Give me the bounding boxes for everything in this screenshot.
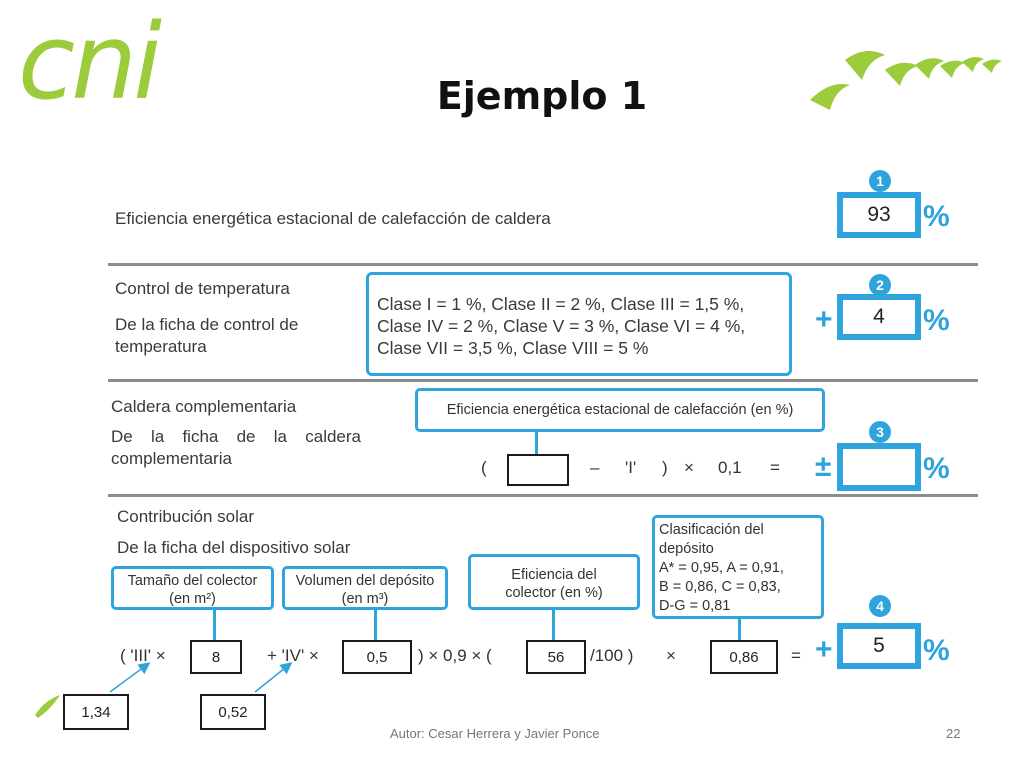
section3-factor: 0,1	[718, 458, 742, 477]
section3-equals: =	[770, 458, 780, 477]
section4-title: Contribución solar	[117, 507, 255, 526]
section3-subtitle-1: De la ficha de la caldera	[111, 427, 361, 446]
section2-badge: 2	[869, 274, 891, 296]
footer-author: Autor: Cesar Herrera y Javier Ponce	[390, 726, 600, 741]
section3-I: 'I'	[625, 458, 637, 477]
tank-class-line-5: D-G = 0,81	[659, 598, 731, 614]
footer-page-number: 22	[946, 726, 961, 741]
tank-volume-label-box	[282, 566, 448, 610]
section1-value-box: 93	[837, 192, 921, 238]
section2-value-box: 4	[837, 294, 921, 340]
collector-size-label-box	[111, 566, 274, 610]
formula-times: ×	[666, 646, 676, 665]
section3-plusminus-sign: ±	[815, 450, 832, 483]
tank-class-line-3: A* = 0,95, A = 0,91,	[659, 560, 784, 576]
formula-div: /100 )	[590, 646, 634, 665]
section2-subtitle-1: De la ficha de control de	[115, 315, 299, 334]
tank-class-value: 0,86	[710, 640, 778, 674]
section3-title: Caldera complementaria	[111, 397, 297, 416]
classes-line-1: Clase I = 1 %, Clase II = 2 %, Clase III = 1,5 %,	[377, 294, 745, 314]
section3-open-paren: (	[481, 458, 487, 477]
tank-volume-label-2: (en m³)	[341, 591, 389, 607]
section3-badge: 3	[869, 421, 891, 443]
section3-subtitle-2: complementaria	[111, 449, 232, 468]
tank-class-line-2: depósito	[659, 541, 714, 557]
section4-plus-sign: +	[815, 633, 833, 666]
temperature-classes-box	[366, 272, 792, 376]
tank-class-line-4: B = 0,86, C = 0,83,	[659, 579, 781, 595]
formula-equals: =	[791, 646, 801, 665]
section3-times: ×	[684, 458, 694, 477]
section3-efficiency-label-box: Eficiencia energética estacional de calefacción (en %)	[415, 388, 825, 432]
classes-line-2: Clase IV = 2 %, Clase V = 3 %, Clase VI = 4 %,	[377, 316, 746, 336]
collector-eff-label-box	[468, 554, 640, 610]
classes-line-3: Clase VII = 3,5 %, Clase VIII = 5 %	[377, 338, 649, 358]
tank-volume-label-1: Volumen del depósito	[295, 573, 435, 589]
section4-subtitle: De la ficha del dispositivo solar	[117, 538, 351, 557]
collector-size-value: 8	[190, 640, 242, 674]
section3-minus: –	[590, 458, 600, 477]
section3-percent: %	[923, 452, 950, 485]
section2-title: Control de temperatura	[115, 279, 290, 298]
collector-size-label-1: Tamaño del colector	[127, 573, 258, 589]
divider-2	[108, 379, 978, 382]
IV-value: 0,52	[200, 694, 266, 730]
section3-close-paren: )	[662, 458, 668, 477]
section1-badge: 1	[869, 170, 891, 192]
section4-badge: 4	[869, 595, 891, 617]
collector-eff-label-1: Eficiencia del	[511, 567, 597, 583]
formula-plus-IV: + 'IV' ×	[267, 646, 319, 665]
collector-size-connector	[213, 610, 216, 640]
section1-label: Eficiencia energética estacional de calefacción de caldera	[115, 209, 551, 228]
tank-volume-value: 0,5	[342, 640, 412, 674]
collector-eff-value: 56	[526, 640, 586, 674]
tank-volume-connector	[374, 610, 377, 640]
collector-eff-label-2: colector (en %)	[505, 585, 603, 601]
divider-3	[108, 494, 978, 497]
collector-eff-connector	[552, 610, 555, 640]
collector-size-label-2: (en m²)	[169, 591, 216, 607]
III-value: 1,34	[63, 694, 129, 730]
section3-value-box	[837, 443, 921, 491]
section3-efficiency-input	[507, 454, 569, 486]
divider-1	[108, 263, 978, 266]
cni-logo: cni	[18, 1, 158, 123]
section2-subtitle-2: temperatura	[115, 337, 207, 356]
tank-class-line-1: Clasificación del	[659, 522, 764, 538]
section2-percent: %	[923, 304, 950, 337]
formula-mid: ) × 0,9 × (	[418, 646, 492, 665]
section4-value-box: 5	[837, 623, 921, 669]
page-title: Ejemplo 1	[436, 74, 648, 118]
section1-percent: %	[923, 200, 950, 233]
section4-percent: %	[923, 634, 950, 667]
section2-plus-sign: +	[815, 303, 833, 336]
tank-class-label-box	[652, 515, 824, 619]
formula-open-III: ( 'III' ×	[120, 646, 166, 665]
section3-connector	[535, 432, 538, 454]
tank-class-connector	[738, 619, 741, 640]
